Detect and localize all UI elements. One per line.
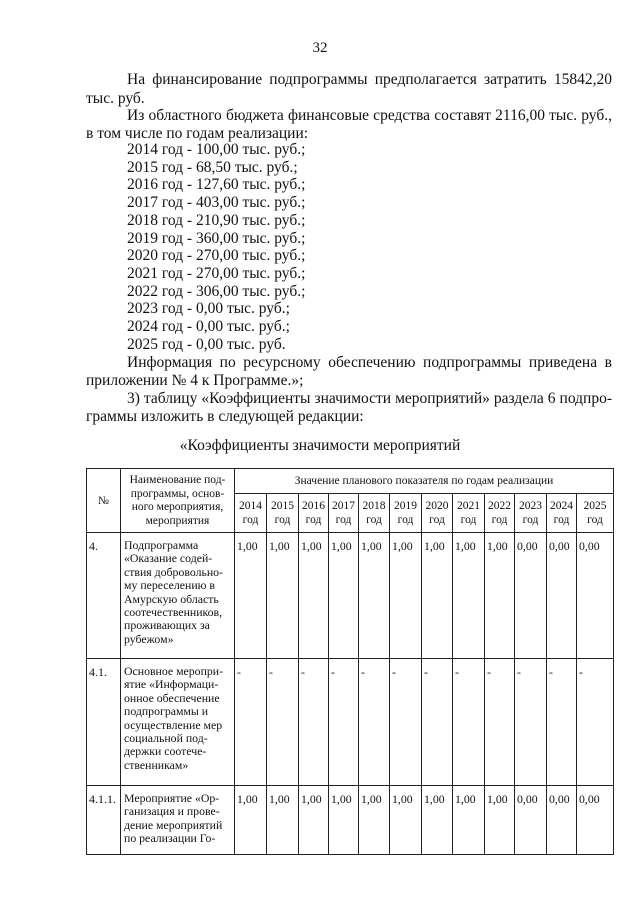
header-year: 2021 год [453, 494, 485, 533]
row-value: 1,00 [235, 533, 267, 659]
header-year: 2023 год [515, 494, 547, 533]
row-value: 1,00 [267, 786, 299, 855]
row-value: - [359, 659, 390, 786]
row-value: - [577, 659, 614, 786]
table-row [87, 533, 614, 659]
yearly-funding-item: 2022 год - 306,00 тыс. руб.; [127, 282, 306, 300]
table-title: «Коэффициенты значимости мероприятий [179, 437, 461, 454]
financing-paragraph-line1: На финансирование подпрограммы предполагается затратить 15842,20 [127, 71, 612, 88]
yearly-funding-item: 2021 год - 270,00 тыс. руб.; [127, 264, 306, 282]
yearly-funding-list [127, 141, 305, 353]
row-value: 1,00 [329, 786, 359, 855]
header-year: 2020 год [422, 494, 453, 533]
row-value: - [422, 659, 453, 786]
row-number: 4.1.1. [87, 786, 121, 855]
row-value: 0,00 [515, 786, 547, 855]
row-name: Основное меропри- ятие «Информаци- онное обеспечение подпрограммы и осуществление мер социальной под- держки соотече- ственникам» [121, 659, 235, 786]
row-value: 0,00 [547, 533, 577, 659]
row-value: 1,00 [299, 533, 329, 659]
row-value: 1,00 [422, 786, 453, 855]
row-value: 1,00 [329, 533, 359, 659]
table-row [87, 786, 614, 855]
resource-info-paragraph-line2: приложении № 4 к Программе.»; [86, 372, 304, 389]
header-year: 2022 год [485, 494, 515, 533]
yearly-funding-item: 2017 год - 403,00 тыс. руб.; [127, 194, 306, 212]
yearly-funding-item: 2023 год - 0,00 тыс. руб.; [127, 300, 290, 318]
header-year: 2018 год [359, 494, 390, 533]
coefficients-table [86, 468, 614, 855]
header-year: 2015 год [267, 494, 299, 533]
header-planned-values: Значение планового показателя по годам реализации [235, 469, 614, 494]
row-value: 1,00 [267, 533, 299, 659]
yearly-funding-item: 2015 год - 68,50 тыс. руб.; [127, 158, 298, 176]
row-value: - [299, 659, 329, 786]
header-name-line: программы, основ- [130, 487, 225, 500]
row-value: 1,00 [390, 786, 422, 855]
row-value: 1,00 [485, 786, 515, 855]
row-value: 1,00 [299, 786, 329, 855]
header-year: 2024 год [547, 494, 577, 533]
yearly-funding-item: 2024 год - 0,00 тыс. руб.; [127, 318, 290, 336]
header-name-line: Наименование под- [129, 474, 226, 486]
table-instruction-paragraph-line2: граммы изложить в следующей редакции: [86, 408, 364, 425]
page-number: 32 [312, 40, 328, 56]
row-value: - [453, 659, 485, 786]
table-header-row [87, 469, 614, 494]
header-year: 2014 год [235, 494, 267, 533]
row-value: 1,00 [485, 533, 515, 659]
row-value: 1,00 [359, 786, 390, 855]
yearly-funding-item: 2014 год - 100,00 тыс. руб.; [127, 141, 306, 158]
regional-budget-paragraph-line1: Из областного бюджета финансовые средства составят 2116,00 тыс. руб., [127, 107, 612, 124]
row-name: Мероприятие «Ор- ганизация и прове- дение мероприятий по реализации Го- [121, 786, 235, 855]
row-number: 4.1. [87, 659, 121, 786]
table-row [87, 659, 614, 786]
row-value: - [515, 659, 547, 786]
row-value: 1,00 [453, 533, 485, 659]
header-year: 2017 год [329, 494, 359, 533]
yearly-funding-item: 2025 год - 0,00 тыс. руб. [127, 335, 286, 353]
row-value: 0,00 [577, 533, 614, 659]
row-value: - [235, 659, 267, 786]
row-value: - [547, 659, 577, 786]
row-value: - [329, 659, 359, 786]
row-name: Подпрограмма «Оказание содей- ствия добровольно- му переселению в Амурскую область соотечественников, проживающих за рубежом» [121, 533, 235, 659]
row-number: 4. [87, 533, 121, 659]
yearly-funding-item: 2018 год - 210,90 тыс. руб.; [127, 211, 306, 229]
header-name-line: ного мероприятия, [131, 501, 224, 513]
yearly-funding-item: 2016 год - 127,60 тыс. руб.; [127, 176, 306, 194]
header-name-line: мероприятия [145, 514, 210, 527]
row-value: 1,00 [453, 786, 485, 855]
header-name [121, 469, 235, 533]
row-value: - [267, 659, 299, 786]
row-value: 1,00 [422, 533, 453, 659]
row-value: - [390, 659, 422, 786]
row-value: - [485, 659, 515, 786]
financing-paragraph-line2: тыс. руб. [86, 90, 145, 107]
regional-budget-paragraph-line2: в том числе по годам реализации: [86, 125, 309, 142]
header-number: № [87, 469, 121, 533]
row-value: 0,00 [547, 786, 577, 855]
header-year: 2025 год [577, 494, 614, 533]
header-year: 2016 год [299, 494, 329, 533]
row-value: 1,00 [359, 533, 390, 659]
row-value: 1,00 [390, 533, 422, 659]
resource-info-paragraph-line1: Информация по ресурсному обеспечению подпрограммы приведена в [127, 354, 612, 371]
yearly-funding-item: 2020 год - 270,00 тыс. руб.; [127, 247, 306, 265]
row-value: 0,00 [515, 533, 547, 659]
row-value: 1,00 [235, 786, 267, 855]
row-value: 0,00 [577, 786, 614, 855]
header-year: 2019 год [390, 494, 422, 533]
yearly-funding-item: 2019 год - 360,00 тыс. руб.; [127, 229, 306, 247]
table-instruction-paragraph-line1: 3) таблицу «Коэффициенты значимости мероприятий» раздела 6 подпро- [127, 390, 612, 407]
